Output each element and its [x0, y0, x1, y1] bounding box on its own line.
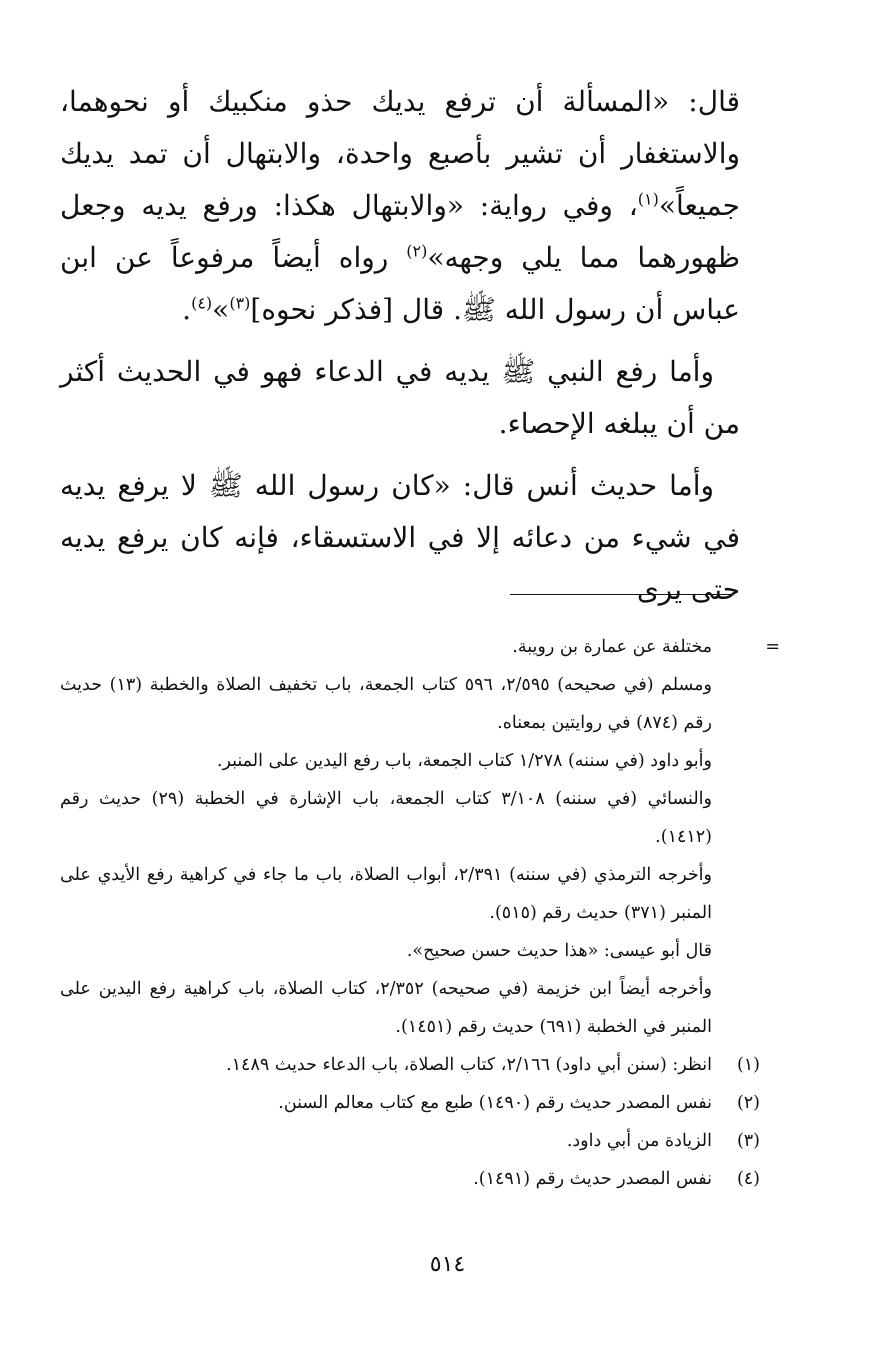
footnote-text: نفس المصدر حديث رقم (١٤٩٠) طبع مع كتاب معالم السنن.	[278, 1093, 712, 1113]
footnote-ref-2: (٢)	[406, 241, 428, 261]
footnote-text: انظر: (سنن أبي داود) ٢/١٦٦، كتاب الصلاة، باب الدعاء حديث ١٤٨٩.	[226, 1055, 712, 1075]
footnote-number: (٢)	[736, 1093, 760, 1113]
main-text	[60, 76, 740, 626]
paragraph-1-part-c: رواه أيضاً مرفوعاً عن ابن عباس أن رسول الله ﷺ. قال [فذكر نحوه]	[60, 241, 740, 326]
footnote-text: نفس المصدر حديث رقم (١٤٩١).	[473, 1169, 712, 1189]
footnote-continuation-line: وأبو داود (في سننه) ١/٢٧٨ كتاب الجمعة، باب رفع اليدين على المنبر.	[216, 751, 712, 771]
page-number: ٥١٤	[429, 1252, 466, 1277]
footnote-text: الزيادة من أبي داود.	[566, 1131, 712, 1151]
footnote-continuation-line: ومسلم (في صحيحه) ٢/٥٩٥، ٥٩٦ كتاب الجمعة، باب تخفيف الصلاة والخطبة (١٣) حديث رقم (٨٧٤) في روايتين بمعناه.	[60, 675, 712, 733]
footnote-item	[60, 1122, 760, 1160]
paragraph-2: وأما رفع النبي ﷺ يديه في الدعاء فهو في الحديث أكثر من أن يبلغه الإحصاء.	[60, 355, 740, 440]
footnote-number: (٣)	[736, 1131, 760, 1151]
footnote-ref-4: (٤)	[191, 293, 213, 313]
footnote-item	[60, 1160, 760, 1198]
footnote-separator	[510, 594, 732, 595]
continuation-mark: =	[765, 637, 780, 657]
paragraph-1	[60, 76, 740, 336]
footnote-continuation-line: قال أبو عيسى: «هذا حديث حسن صحيح».	[406, 941, 712, 961]
footnote-item	[60, 1046, 760, 1084]
paragraph-1-part-e: .	[182, 293, 192, 326]
footnote-continuation-line: وأخرجه الترمذي (في سننه) ٢/٣٩١، أبواب الصلاة، باب ما جاء في كراهية رفع الأيدي على المنبر (٣٧١) حديث رقم (٥١٥).	[60, 865, 712, 923]
footnote-number: (١)	[736, 1055, 760, 1075]
paragraph-1-part-d: »	[212, 293, 230, 326]
footnote-continuation	[60, 628, 780, 1046]
footnote-ref-3: (٣)	[229, 293, 251, 313]
footnote-continuation-line: والنسائي (في سننه) ٣/١٠٨ كتاب الجمعة، باب الإشارة في الخطبة (٢٩) حديث رقم (١٤١٢).	[60, 789, 712, 847]
footnote-continuation-line: وأخرجه أيضاً ابن خزيمة (في صحيحه) ٢/٣٥٢، كتاب الصلاة، باب كراهية رفع اليدين على المنبر في الخطبة (٦٩١) حديث رقم (١٤٥١).	[60, 979, 712, 1037]
paragraph-3: وأما حديث أنس قال: «كان رسول الله ﷺ لا يرفع يديه في شيء من دعائه إلا في الاستسقاء، فإنه كان يرفع يديه حتى يرى	[60, 469, 740, 606]
paragraph-1-part-a: قال: «المسألة أن ترفع يديك حذو منكبيك أو نحوهما، والاستغفار أن تشير بأصبع واحدة، والابتهال أن تمد يديك جميعاً»	[60, 85, 740, 222]
footnote-ref-1: (١)	[637, 189, 659, 209]
footnote-number: (٤)	[736, 1169, 760, 1189]
footnote-item	[60, 1084, 760, 1122]
paragraph-1-part-b: ، وفي رواية: «والابتهال هكذا: ورفع يديه وجعل ظهورهما مما يلي وجهه»	[60, 189, 741, 274]
footnotes	[60, 628, 780, 1198]
footnote-continuation-line: مختلفة عن عمارة بن رويبة.	[512, 637, 712, 657]
